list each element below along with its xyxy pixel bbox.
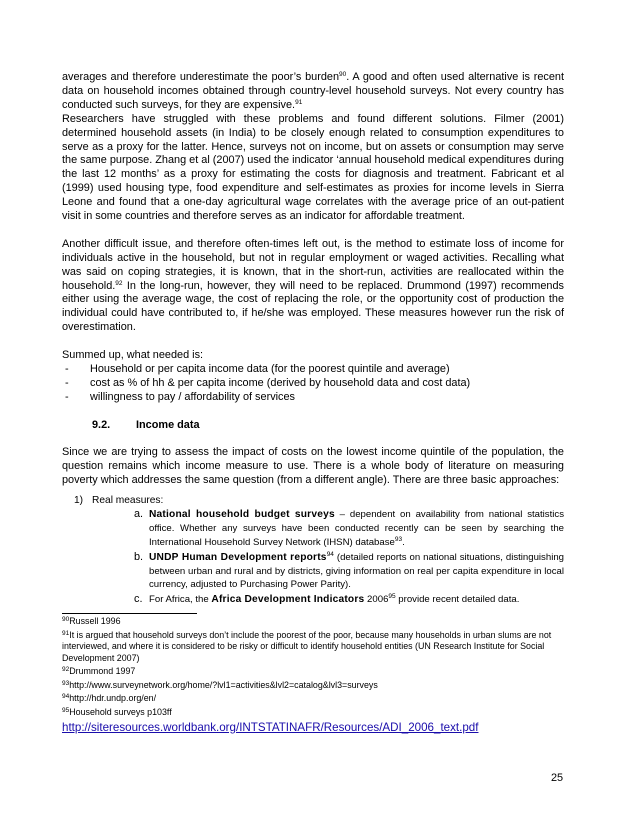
paragraph-approaches: Since we are trying to assess the impact of costs on the lowest income quintile of the population, the question remains which income measure to use. There is a whole body of literature on measuring poverty which addresses the same question (from a different angle). There are three basic approaches: [62,446,564,487]
list-item: - willingness to pay / affordability of services [65,390,296,403]
footnote-ref-94[interactable]: 94 [326,550,334,558]
list-item-household-surveys: a. National household budget surveys – dependent on availability from national statistics office. Whether any surveys have been conducted recently can be seen by searching the International Household Survey Network (IHSN) database$^{93}$. [134,508,564,548]
footnote-ref-95[interactable]: 95 [388,593,396,601]
list-item: - Household or per capita income data (for the poorest quintile and average) [65,363,450,375]
summary-list [62,363,564,405]
footnote-94: $^{94}$http://hdr.undp.org/en/ [62,693,157,704]
list-item-africa-indicators: c. For Africa, the Africa Development Indicators 2006$^{95}$ provide recent detailed data. [134,593,520,606]
page-content [62,71,564,736]
paragraph-income-surveys: averages and therefore underestimate the poor’s burden$^{90}$. A good and often used alternative is recent data on household incomes obtained through country-level household surveys. Not every country has conducted such surveys, for they are expensive.$^{91}$ Researchers have struggled with these problems and found different solutions. Filmer (2001) determined household assets (in India) to be closely enough related to consumption expenditures to serve as a proxy for the latter. Hence, surveys not on income, but on assets or consumption may serve the same purpose. Zhang et al (2007) used the indicator ‘annual household medical expenditures during the last 12 months’ as a proxy for estimating the costs for diagnosis and treatment. Fabricant et al (1999) used housing type, food expenditure and self-estimates as proxies for income levels in Sierra Leone and found that a one-day agricultural wage correlates with the average price of an out-patient visit in some countries and therefore serves as an indicator for affordable treatment. [62,71,564,223]
paragraph-loss-of-income: Another difficult issue, and therefore often-times left out, is the method to estimate loss of income for individuals active in the household, but not in regular employment or waged activities. Recalling what was said on coping strategies, it is known, that in the short-run, activities are reallocated within the household.$^{92}$ In the long-run, however, they will need to be replaced. Drummond (1997) recommends either using the average wage, the cost of replacing the role, or the opportunity cost of production the individual could have contributed to, if he/she was employed. These measures however run the risk of overestimation. [62,237,564,334]
footnote-95: $^{95}$Household surveys p103ff [62,707,172,718]
list-item-undp-reports: b. UNDP Human Development reports$^{94}$ (detailed reports on national situations, distinguishing between urban and rural and by districts, giving information on real per capita expenditure in local currency, adjusted to Purchasing Power Parity). [134,550,564,591]
worldbank-link[interactable]: http://siteresources.worldbank.org/INTSTATINAFR/Resources/ADI_2006_text.pdf [62,720,479,734]
list-item: - cost as % of hh & per capita income (derived by household data and cost data) [65,376,471,389]
footnote-ref-90[interactable]: 90 [339,71,347,78]
section-title: Income data [136,418,200,431]
footnote-92: $^{92}$Drummond 1997 [62,666,136,677]
footnote-91: $^{91}$It is argued that household surveys don’t include the poorest of the poor, because many households in urban slums are not interviewed, and where it is considered to be risky or difficult to identify household entities (UN Research Institute for Social Development 2007) [62,629,552,663]
real-measures-title: 1) Real measures: [74,495,164,507]
page-number: 25 [551,772,564,784]
footnote-ref-91[interactable]: 91 [295,98,303,106]
footnote-ref-92[interactable]: 92 [115,279,123,287]
footnote-separator [62,613,197,614]
summary-intro: Summed up, what needed is: [62,349,204,362]
footnote-ref-93[interactable]: 93 [394,535,403,543]
section-number: 9.2. [92,418,111,431]
footnote-90: $^{90}$Russell 1996 [62,615,121,626]
footnote-93: $^{93}$http://www.surveynetwork.org/home/?lvl1=activities&lvl2=catalog&lvl3=surveys [62,679,378,690]
section-heading [92,419,564,433]
